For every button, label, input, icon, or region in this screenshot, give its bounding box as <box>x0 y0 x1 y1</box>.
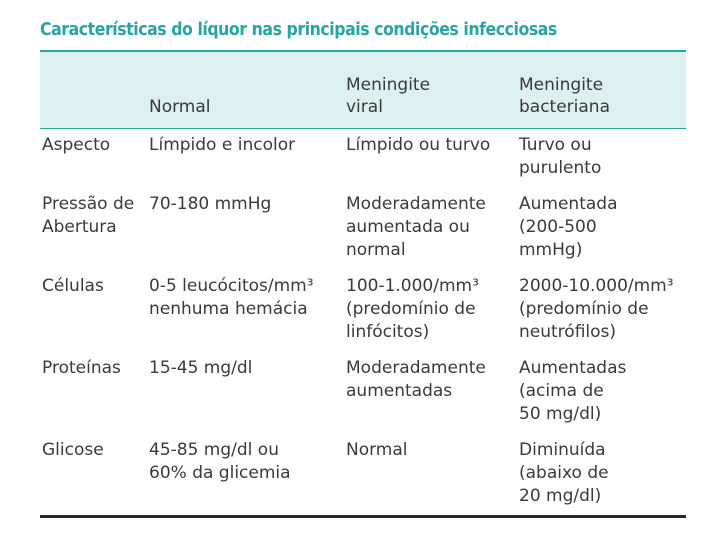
cell-normal: 45-85 mg/dl ou 60% da glicemia <box>149 440 291 483</box>
cell-viral: Moderadamente aumentadas <box>346 358 486 401</box>
table-body <box>40 129 686 517</box>
csf-characteristics-table <box>40 52 686 516</box>
cell-bacterial: Aumentadas (acima de 50 mg/dl) <box>519 358 627 424</box>
table-title: Características do líquor nas principais condições infecciosas <box>40 20 557 40</box>
header-normal: Normal <box>145 52 342 129</box>
row-label: Pressão de Abertura <box>42 194 135 237</box>
header-viral-meningitis: Meningite viral <box>342 52 515 129</box>
table-row <box>40 434 686 516</box>
cell-bacterial: 2000-10.000/mm³ (predomínio de neutrófilos) <box>519 276 674 342</box>
table-row <box>40 352 686 434</box>
cell-viral: 100-1.000/mm³ (predomínio de linfócitos) <box>346 276 479 342</box>
row-label: Células <box>42 276 104 296</box>
cell-bacterial: Aumentada (200-500 mmHg) <box>519 194 618 260</box>
row-label: Glicose <box>42 440 104 460</box>
cell-viral: Límpido ou turvo <box>346 135 491 155</box>
table-header <box>40 52 686 129</box>
table-row <box>40 270 686 352</box>
cell-normal: 70-180 mmHg <box>149 194 272 214</box>
header-row <box>40 52 686 129</box>
row-label: Aspecto <box>42 135 111 155</box>
header-bacterial-meningitis: Meningite bacteriana <box>515 52 686 129</box>
cell-normal: Límpido e incolor <box>149 135 296 155</box>
cell-viral: Moderadamente aumentada ou normal <box>346 194 486 260</box>
table-row <box>40 129 686 189</box>
header-empty <box>40 52 145 129</box>
cell-normal: 15-45 mg/dl <box>149 358 253 378</box>
row-label: Proteínas <box>42 358 121 378</box>
cell-normal: 0-5 leucócitos/mm³ nenhuma hemácia <box>149 276 314 319</box>
cell-bacterial: Turvo ou purulento <box>519 135 602 178</box>
table-row <box>40 188 686 270</box>
cell-viral: Normal <box>346 440 408 460</box>
cell-bacterial: Diminuída (abaixo de 20 mg/dl) <box>519 440 609 506</box>
bottom-rule <box>40 515 686 518</box>
csf-table-container <box>40 52 686 516</box>
